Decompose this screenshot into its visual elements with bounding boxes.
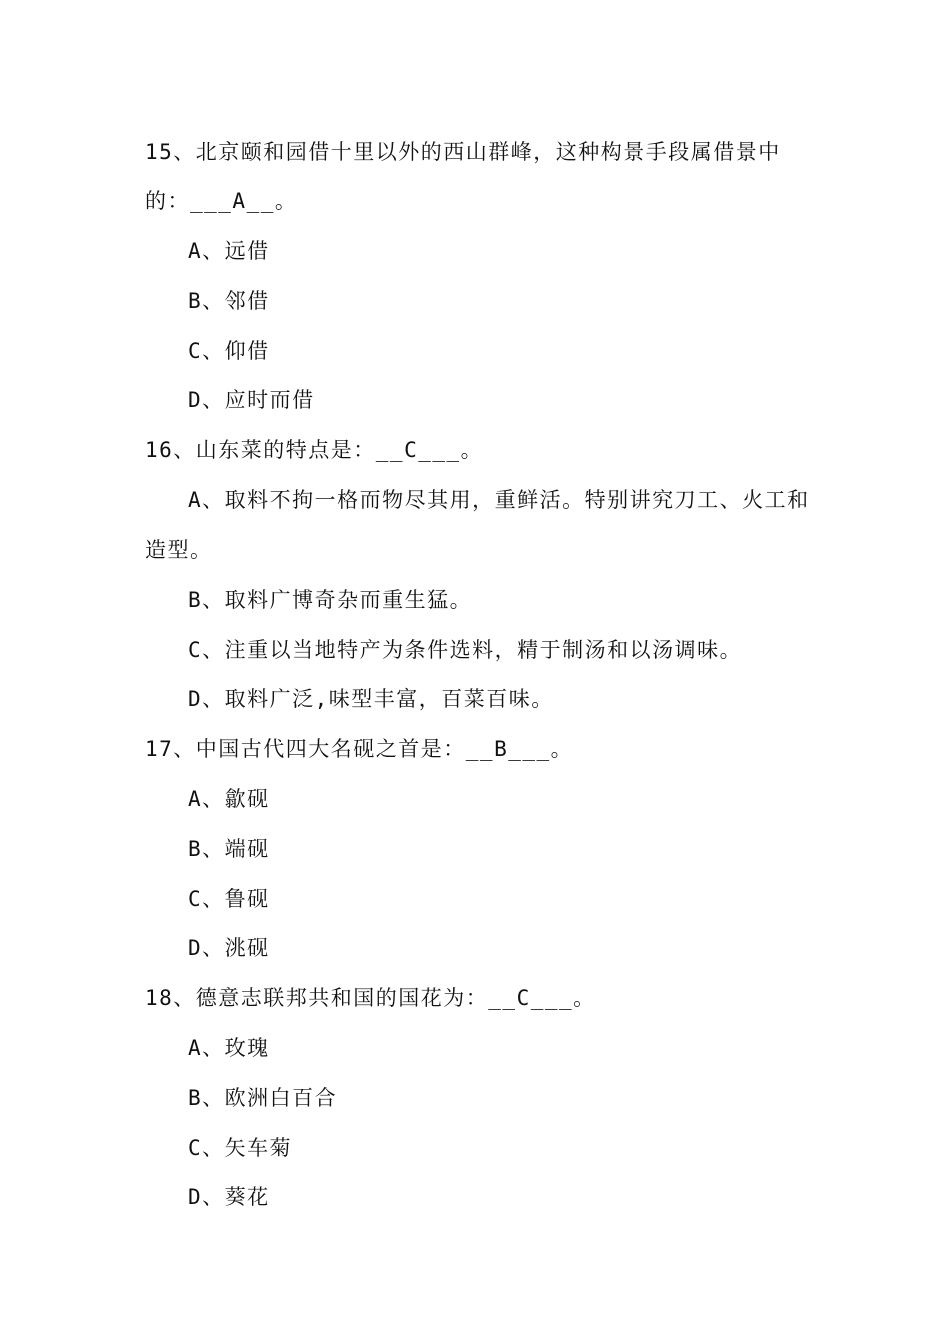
question-17-option-a: A、歙砚 (188, 787, 270, 811)
question-16-option-d: D、取料广泛,味型丰富，百菜百味。 (188, 687, 554, 711)
question-15-option-b: B、邻借 (188, 289, 270, 313)
question-16-option-a-cont: 造型。 (145, 538, 213, 562)
question-18-option-d: D、葵花 (188, 1185, 270, 1209)
question-15-option-a: A、远借 (188, 239, 270, 263)
question-16-option-a: A、取料不拘一格而物尽其用，重鲜活。特别讲究刀工、火工和 (188, 488, 810, 512)
question-15-stem-cont: 的：___A__。 (145, 189, 298, 213)
question-16-option-b: B、取料广博奇杂而重生猛。 (188, 588, 473, 612)
question-16-stem: 16、山东菜的特点是：__C___。 (145, 438, 484, 462)
question-18-option-b: B、欧洲白百合 (188, 1086, 338, 1110)
question-18-option-a: A、玫瑰 (188, 1036, 270, 1060)
question-17-stem: 17、中国古代四大名砚之首是：__B___。 (145, 737, 574, 761)
question-16-option-c: C、注重以当地特产为条件选料，精于制汤和以汤调味。 (188, 638, 743, 662)
question-15-stem: 15、北京颐和园借十里以外的西山群峰，这种构景手段属借景中 (145, 140, 781, 164)
question-15-option-c: C、仰借 (188, 339, 270, 363)
question-17-option-c: C、鲁砚 (188, 887, 270, 911)
question-18-option-c: C、矢车菊 (188, 1136, 293, 1160)
question-17-option-b: B、端砚 (188, 837, 270, 861)
question-15-option-d: D、应时而借 (188, 388, 315, 412)
question-18-stem: 18、德意志联邦共和国的国花为：__C___。 (145, 986, 596, 1010)
question-17-option-d: D、洮砚 (188, 936, 270, 960)
